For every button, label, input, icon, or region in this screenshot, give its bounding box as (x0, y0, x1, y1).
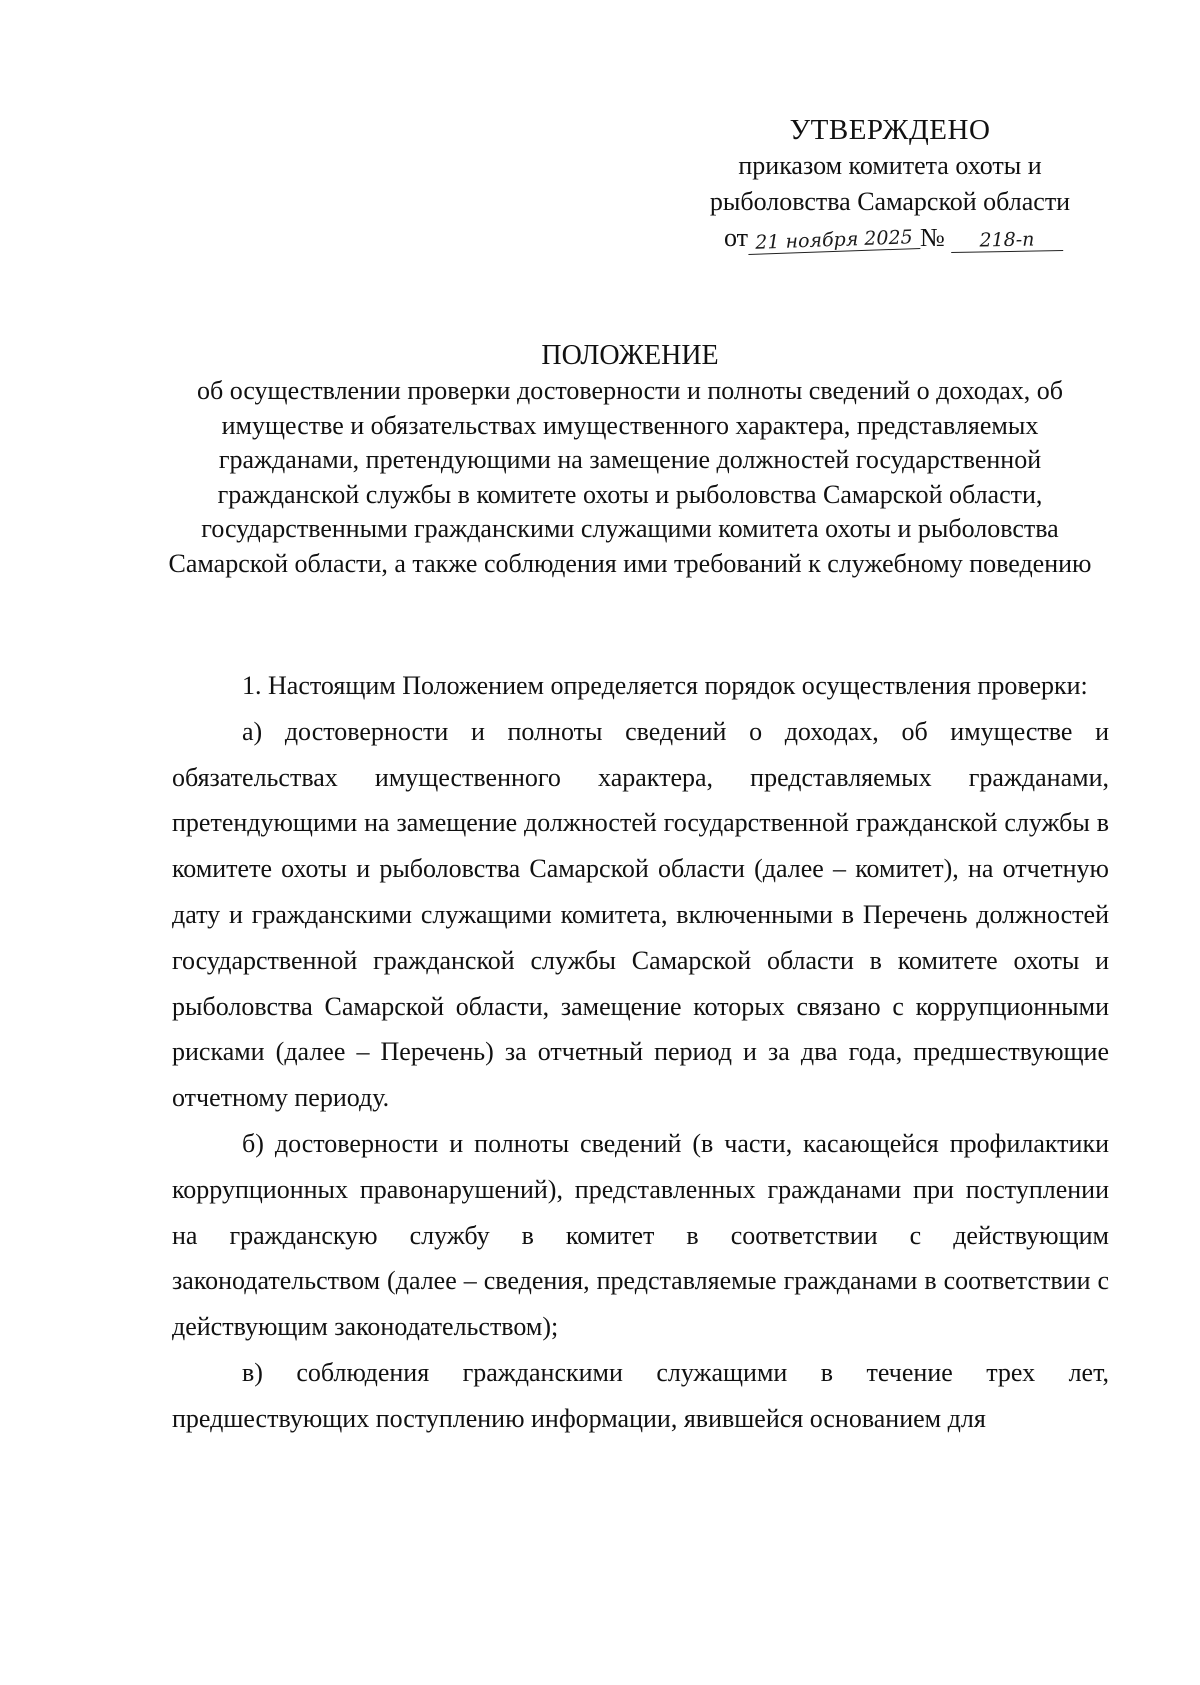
approval-from-label: от (724, 223, 749, 252)
paragraph-1: 1. Настоящим Положением определяется порядок осуществления проверки: (242, 671, 1088, 700)
document-subtitle: об осуществлении проверки достоверности и полноты сведений о доходах, об имуществе и обязательствах имущественного характера, представляемых гражданами, претендующими на замещение должностей государственной гражданской службы в комитете охоты и рыболовства Самарской области, государственными гражданскими служащими комитета охоты и рыболовства Самарской области, а также соблюдения ими требований к служебному поведению (168, 376, 1092, 578)
approval-order-line (690, 220, 1090, 256)
paragraph-b: б) достоверности и полноты сведений (в части, касающейся профилактики коррупционных правонарушений), представленных гражданами при поступлении на гражданскую службу в комитет в соответствии с действующим законодательством (далее – сведения, представляемые гражданами в соответствии с действующим законодательством); (172, 1128, 1109, 1342)
approval-number-label: № (920, 223, 945, 252)
approval-line-1: приказом комитета охоты и (738, 151, 1042, 180)
handwritten-number: 218-п (951, 228, 1063, 253)
approval-line-2: рыболовства Самарской области (709, 187, 1071, 216)
handwritten-date: 21 ноября 2025 (748, 226, 921, 255)
approval-title: УТВЕРЖДЕНО (789, 114, 991, 146)
paragraph-a: а) достоверности и полноты сведений о доходах, об имуществе и обязательствах имущественного характера, представляемых гражданами, претендующими на замещение должностей государственной гражданской службы в комитете охоты и рыболовства Самарской области (далее – комитет), на отчетную дату и гражданскими служащими комитета, включенными в Перечень должностей государственной гражданской службы Самарской области в комитете охоты и рыболовства Самарской области, замещение которых связано с коррупционными рисками (далее – Перечень) за отчетный период и за два года, предшествующие отчетному периоду. (172, 716, 1109, 1113)
approval-stamp (690, 112, 1090, 256)
paragraph-c: в) соблюдения гражданскими служащими в течение трех лет, предшествующих поступлению информации, явившейся основанием для (172, 1357, 1109, 1433)
document-title: ПОЛОЖЕНИЕ (541, 340, 719, 371)
document-body (172, 663, 1109, 1442)
